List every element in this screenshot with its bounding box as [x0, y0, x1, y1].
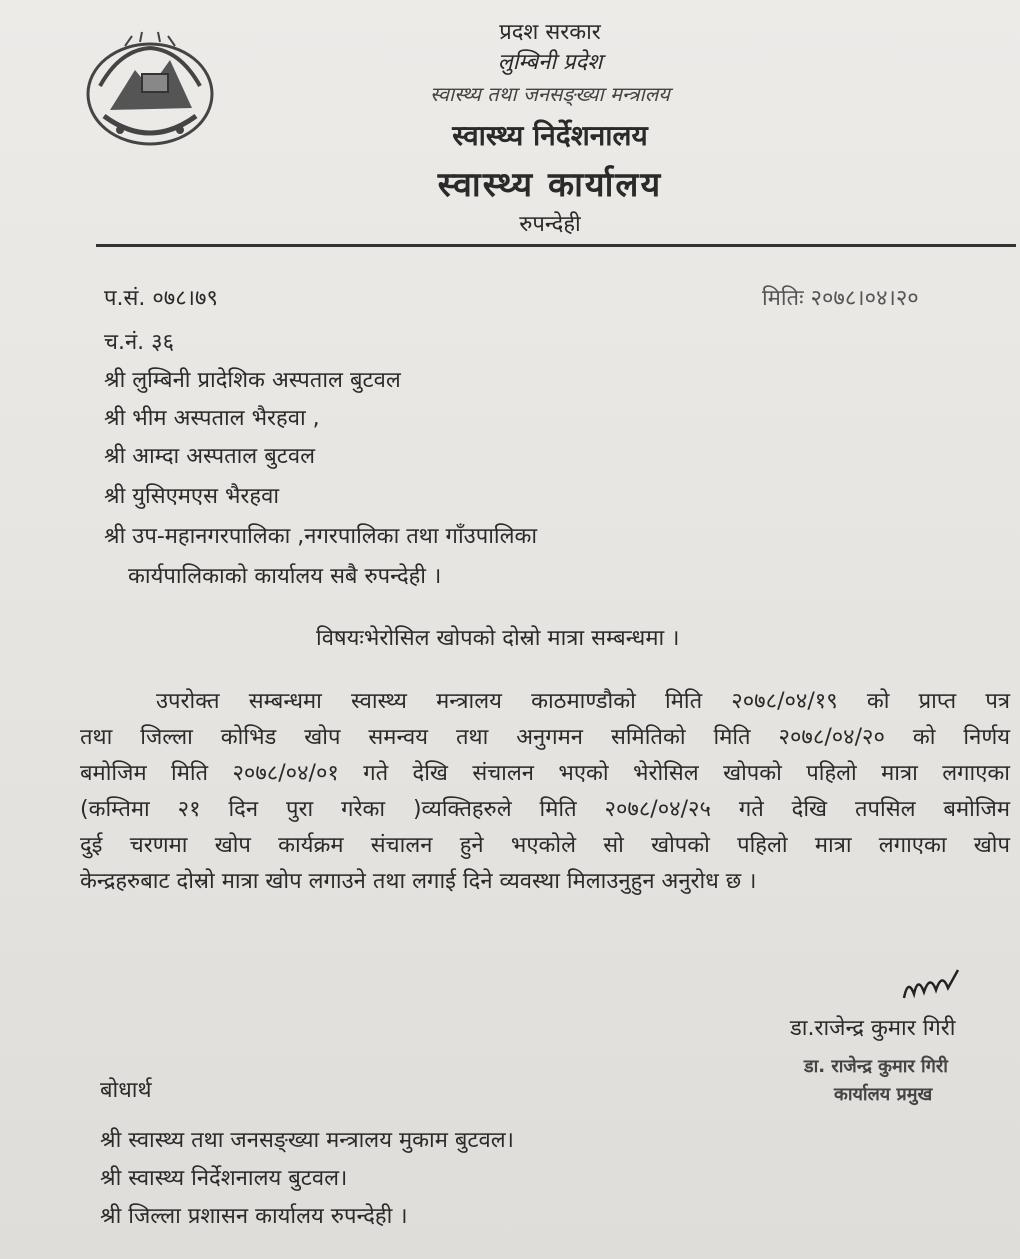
recipient-3: श्री आम्दा अस्पताल बुटवल — [104, 444, 316, 469]
recipient-1: श्री लुम्बिनी प्रादेशिक अस्पताल बुटवल — [104, 368, 401, 393]
ref-cn: च.नं. ३६ — [104, 330, 175, 355]
cc-item-3: श्री जिल्ला प्रशासन कार्यालय रुपन्देही । — [100, 1204, 408, 1229]
subject-line: विषयःभेरोसिल खोपको दोस्रो मात्रा सम्बन्धमा । — [316, 626, 680, 651]
body-paragraph — [80, 684, 1010, 900]
body-line: बमोजिम मिति २०७८/०४/०१ गते देखि संचालन भएको भेरोसिल खोपको पहिलो मात्रा लगाएका — [80, 761, 1010, 786]
body-line: उपरोक्त सम्बन्धमा स्वास्थ्य मन्त्रालय काठमाण्डौको मिति २०७८/०४/१९ को प्राप्त पत्र — [156, 689, 1010, 714]
header-line-6: रुपन्देही — [519, 212, 581, 237]
body-line: (कम्तिमा २१ दिन पुरा गरेका )व्यक्तिहरुले मिति २०७८/०४/२५ गते देखि तपसिल बमोजिम — [80, 797, 1010, 822]
cc-heading: बोधार्थ — [100, 1078, 152, 1103]
body-line: दुई चरणमा खोप कार्यक्रम संचालन हुने भएकोले सो खोपको पहिलो मात्रा लगाएका खोप — [80, 833, 1010, 858]
signature-stamp-name: डा. राजेन्द्र कुमार गिरी — [804, 1056, 948, 1077]
header-office-title: स्वास्थ्य कार्यालय — [437, 165, 663, 205]
body-line: तथा जिल्ला कोभिड खोप समन्वय तथा अनुगमन समितिको मिति २०७८/०४/२० को निर्णय — [80, 725, 1010, 750]
nepal-emblem-icon — [80, 30, 220, 150]
header-line-4: स्वास्थ्य निर्देशनालय — [452, 119, 648, 152]
header-line-2: लुम्बिनी प्रदेश — [497, 50, 603, 75]
ref-ps: प.सं. ०७८।७९ — [104, 286, 218, 311]
header-line-3: स्वास्थ्य तथा जनसङ्ख्या मन्त्रालय — [430, 82, 670, 106]
recipient-6: कार्यपालिकाको कार्यालय सबै रुपन्देही । — [128, 564, 442, 589]
signature-name: डा.राजेन्द्र कुमार गिरी — [790, 1016, 956, 1041]
recipient-2: श्री भीम अस्पताल भैरहवा , — [104, 406, 320, 431]
body-line: केन्द्रहरुबाट दोस्रो मात्रा खोप लगाउने तथा लगाई दिने व्यवस्था मिलाउनुहुन अनुरोध छ । — [80, 869, 757, 894]
cc-item-1: श्री स्वास्थ्य तथा जनसङ्ख्या मन्त्रालय मुकाम बुटवल। — [100, 1128, 515, 1153]
ref-date: मितिः २०७८।०४।२० — [762, 286, 919, 311]
header-rule — [96, 244, 1016, 247]
recipient-5: श्री उप-महानगरपालिका ,नगरपालिका तथा गाँउपालिका — [104, 524, 538, 549]
signature-mark-icon — [900, 968, 970, 1008]
header-line-1: प्रदश सरकार — [499, 20, 601, 45]
cc-item-2: श्री स्वास्थ्य निर्देशनालय बुटवल। — [100, 1166, 348, 1191]
signature-title: कार्यालय प्रमुख — [834, 1084, 933, 1105]
recipient-4: श्री युसिएमएस भैरहवा — [104, 484, 280, 509]
